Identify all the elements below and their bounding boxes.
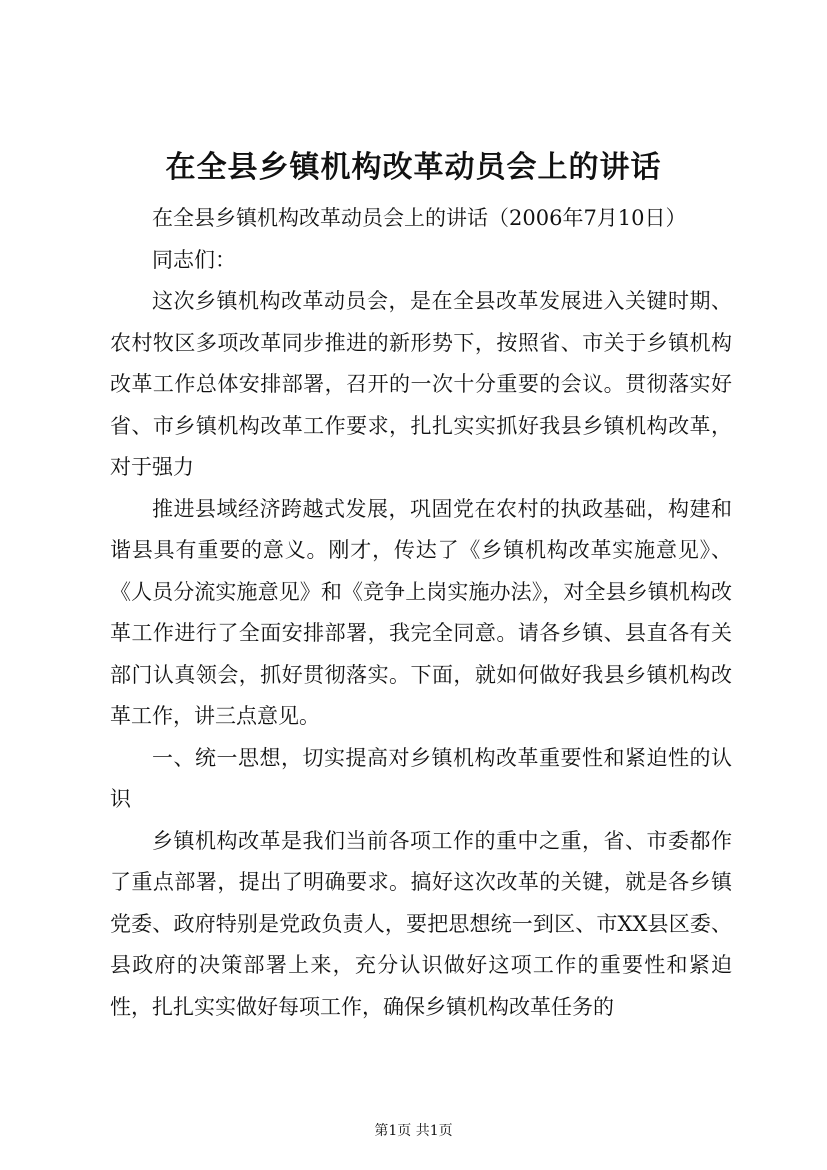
page-footer: 第1页 共1页 bbox=[374, 1123, 453, 1139]
paragraph-section-1: 乡镇机构改革是我们当前各项工作的重中之重，省、市委都作了重点部署，提出了明确要求。搞好这次改革的关键，就是各乡镇党委、政府特别是党政负责人，要把思想统一到区、市XX县区委、县政府的决策部署上来，充分认识做好这项工作的重要性和紧迫性，扎扎实实做好每项工作，确保乡镇机构改革任务的 bbox=[110, 828, 732, 1019]
document-title: 在全县乡镇机构改革动员会上的讲话 bbox=[165, 150, 662, 185]
document-body bbox=[110, 198, 732, 1028]
paragraph-salutation: 同志们： bbox=[152, 247, 236, 272]
section-heading-1: 一、统一思想，切实提高对乡镇机构改革重要性和紧迫性的认识 bbox=[110, 745, 732, 811]
paragraph-significance: 推进县域经济跨越式发展，巩固党在农村的执政基础，构建和谐县具有重要的意义。刚才，传达了《乡镇机构改革实施意见》、《人员分流实施意见》和《竞争上岗实施办法》，对全县乡镇机构改革工作进行了全面安排部署，我完全同意。请各乡镇、县直各有关部门认真领会，抓好贯彻落实。下面，就如何做好我县乡镇机构改革工作，讲三点意见。 bbox=[110, 496, 732, 728]
paragraph-subtitle: 在全县乡镇机构改革动员会上的讲话（2006年7月10日） bbox=[152, 206, 687, 230]
paragraph-intro: 这次乡镇机构改革动员会，是在全县改革发展进入关键时期、农村牧区多项改革同步推进的新形势下，按照省、市关于乡镇机构改革工作总体安排部署，召开的一次十分重要的会议。贯彻落实好省、市乡镇机构改革工作要求，扎扎实实抓好我县乡镇机构改革，对于强力 bbox=[110, 289, 732, 479]
